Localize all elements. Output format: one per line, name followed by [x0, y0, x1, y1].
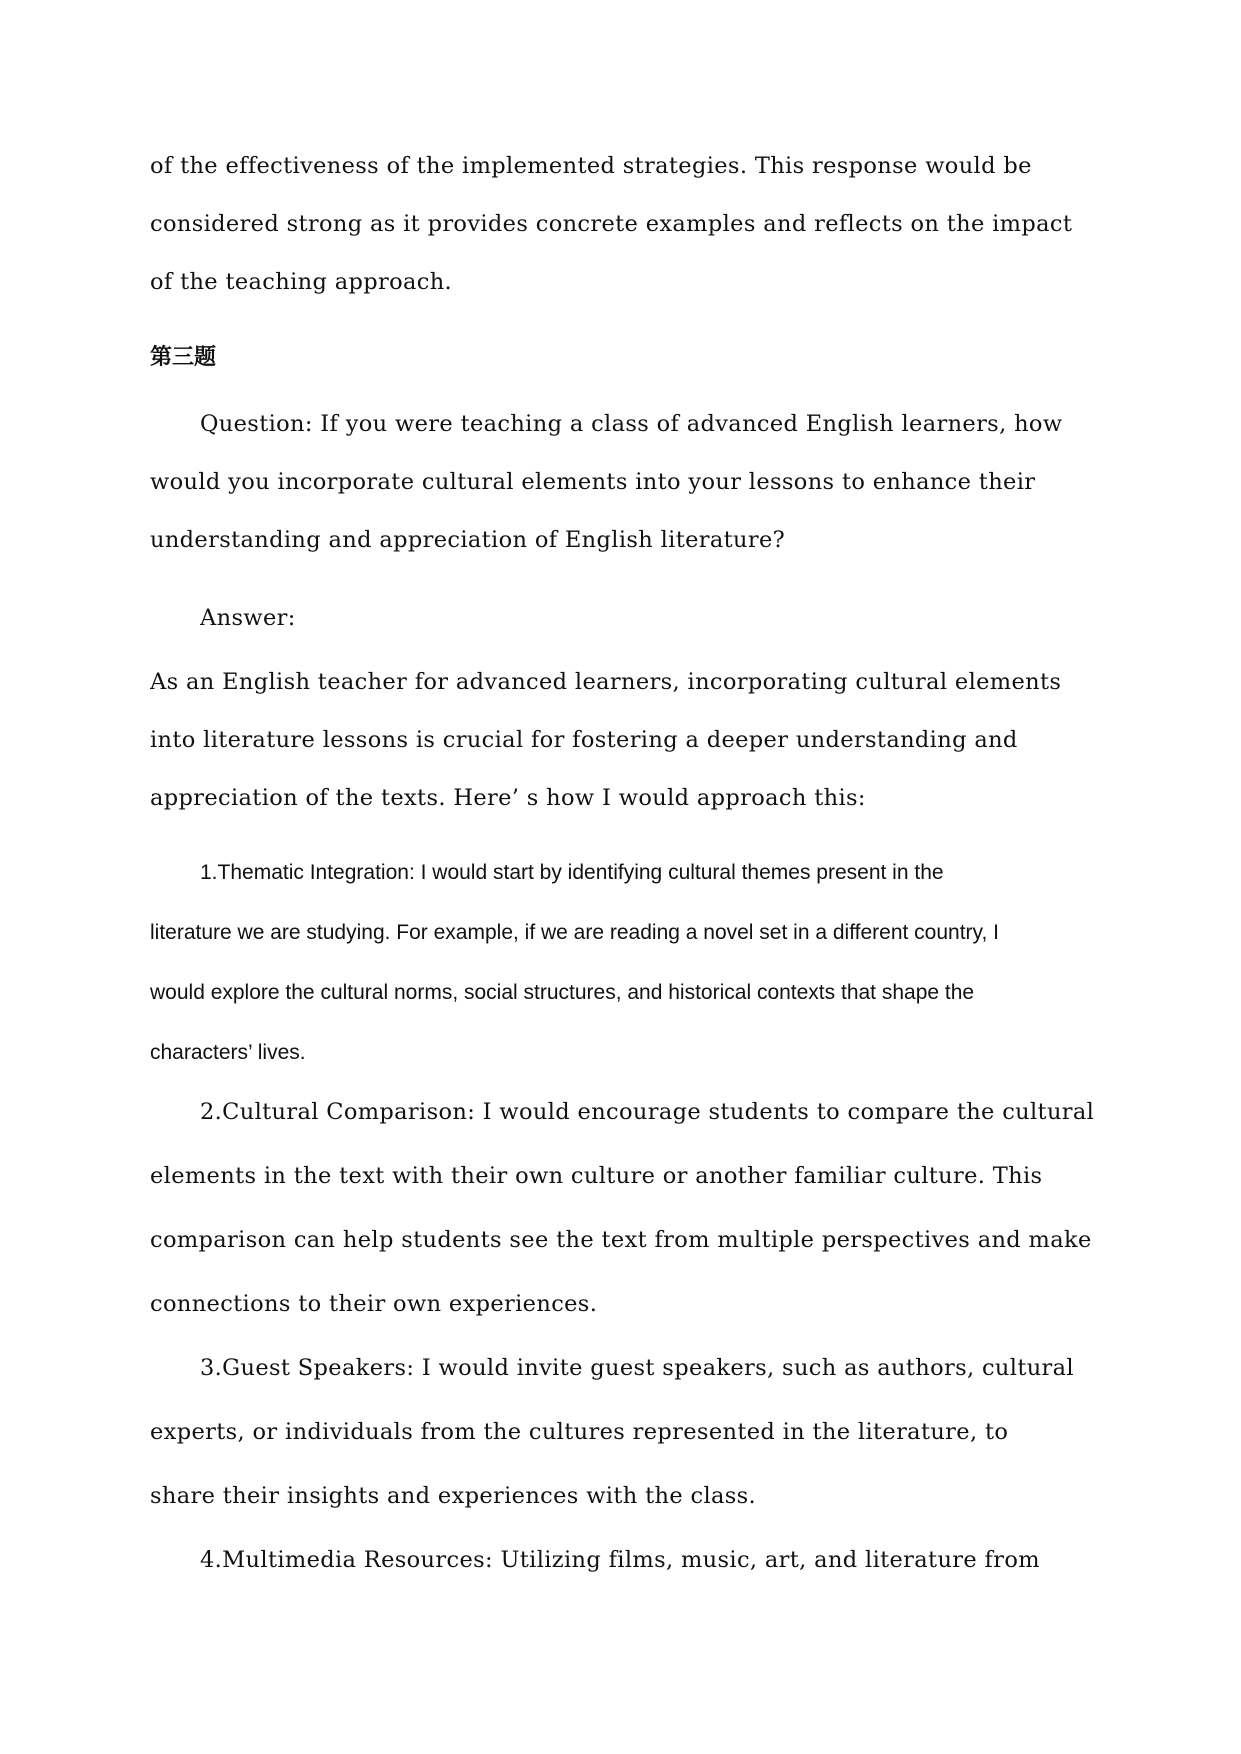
list-item-line: 4.Multimedia Resources: Utilizing films, music, art, and literature from	[200, 1547, 1040, 1573]
text-line: of the effectiveness of the implemented strategies. This response would be	[150, 153, 1032, 179]
list-item-line: share their insights and experiences with the class.	[150, 1483, 757, 1509]
question-line: would you incorporate cultural elements into your lessons to enhance their	[150, 469, 1036, 495]
list-item-line: literature we are studying. For example, if we are reading a novel set in a different country, I	[150, 921, 999, 944]
list-item-line: elements in the text with their own culture or another familiar culture. This	[150, 1163, 1043, 1189]
question-line: understanding and appreciation of English literature?	[150, 527, 786, 553]
section-heading: 第三题	[150, 345, 217, 370]
text-line: considered strong as it provides concrete examples and reflects on the impact	[150, 211, 1073, 237]
text-line: of the teaching approach.	[150, 269, 453, 295]
list-item-line: comparison can help students see the text from multiple perspectives and make	[150, 1227, 1092, 1253]
answer-line: into literature lessons is crucial for fostering a deeper understanding and	[150, 727, 1018, 753]
list-item-line: characters’ lives.	[150, 1041, 306, 1064]
answer-line: appreciation of the texts. Here’ s how I would approach this:	[150, 785, 866, 811]
list-item-line: 3.Guest Speakers: I would invite guest speakers, such as authors, cultural	[200, 1355, 1074, 1381]
list-item-line: 1.Thematic Integration: I would start by identifying cultural themes present in the	[200, 861, 944, 884]
answer-line: As an English teacher for advanced learners, incorporating cultural elements	[150, 669, 1062, 695]
list-item-line: connections to their own experiences.	[150, 1291, 598, 1317]
list-item-line: 2.Cultural Comparison: I would encourage students to compare the cultural	[200, 1099, 1095, 1125]
list-item-line: experts, or individuals from the cultures represented in the literature, to	[150, 1419, 1009, 1445]
list-item-line: would explore the cultural norms, social structures, and historical contexts that shape the	[150, 981, 975, 1004]
answer-label: Answer:	[200, 605, 296, 631]
question-line: Question: If you were teaching a class of advanced English learners, how	[200, 411, 1063, 437]
